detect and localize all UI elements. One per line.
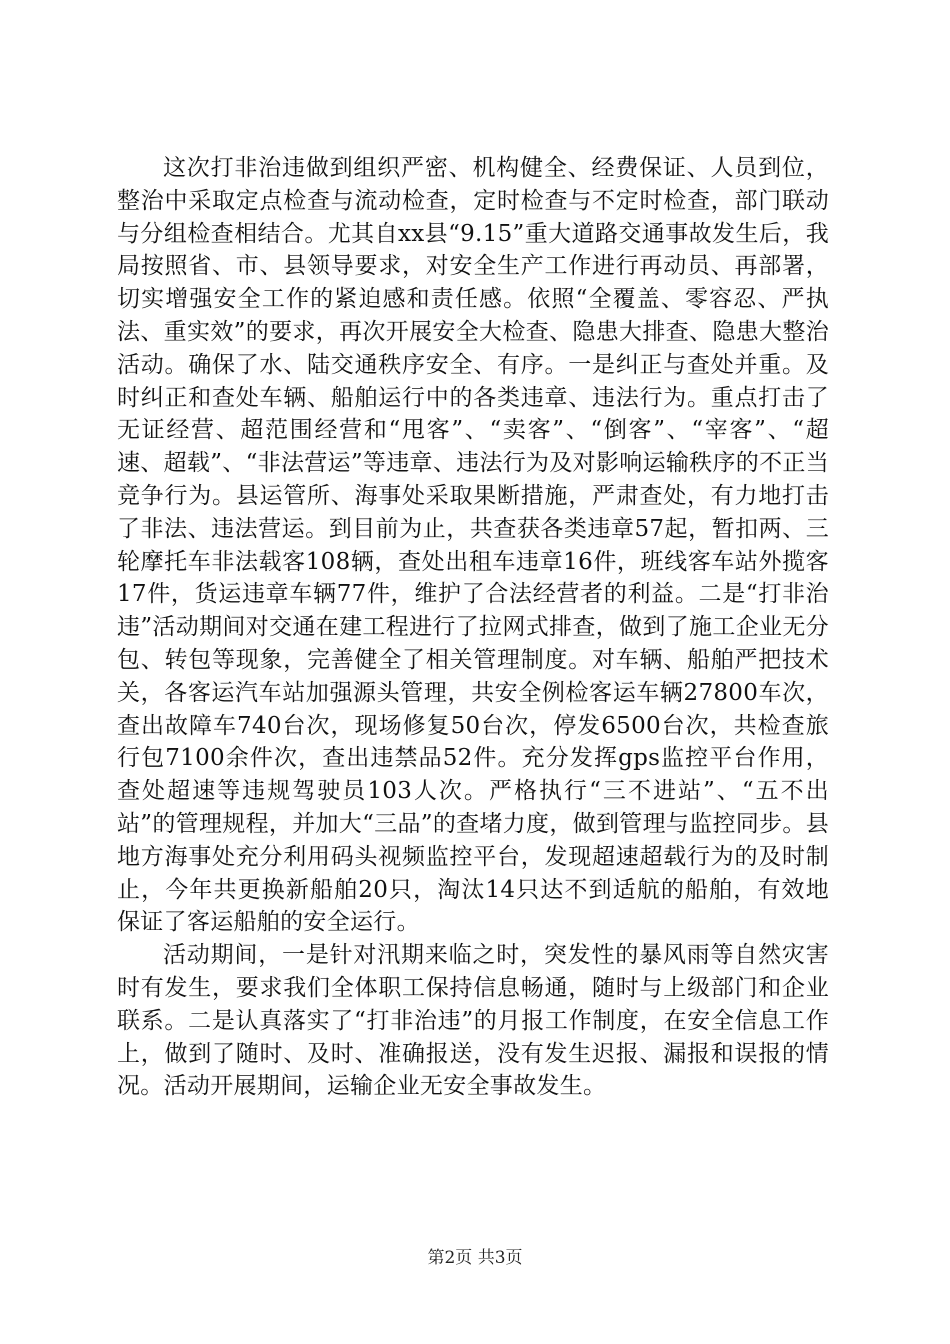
paragraph-2: 活动期间，一是针对汛期来临之时，突发性的暴风雨等自然灾害时有发生，要求我们全体职工保持信息畅通，随时与上级部门和企业联系。二是认真落实了“打非治违”的月报工作制度，在安全信息工作上，做到了随时、及时、准确报送，没有发生迟报、漏报和误报的情况。活动开展期间，运输企业无安全事故发生。 [117,942,829,1100]
document-body [117,152,829,1103]
page-footer: 第2页 共3页 [427,1248,523,1268]
paragraph-1: 这次打非治违做到组织严密、机构健全、经费保证、人员到位，整治中采取定点检查与流动检查，定时检查与不定时检查，部门联动与分组检查相结合。尤其自xx县“9.15”重大道路交通事故发生后，我局按照省、市、县领导要求，对安全生产工作进行再动员、再部署，切实增强安全工作的紧迫感和责任感。依照“全覆盖、零容忍、严执法、重实效”的要求，再次开展安全大检查、隐患大排查、隐患大整治活动。确保了水、陆交通秩序安全、有序。一是纠正与查处并重。及时纠正和查处车辆、船舶运行中的各类违章、违法行为。重点打击了无证经营、超范围经营和“甩客”、“卖客”、“倒客”、“宰客”、“超速、超载”、“非法营运”等违章、违法行为及对影响运输秩序的不正当竞争行为。县运管所、海事处采取果断措施，严肃查处，有力地打击了非法、违法营运。到目前为止，共查获各类违章57起，暂扣两、三轮摩托车非法载客108辆，查处出租车违章16件，班线客车站外揽客17件，货运违章车辆77件，维护了合法经营者的利益。二是“打非治违”活动期间对交通在建工程进行了拉网式排查，做到了施工企业无分包、转包等现象，完善健全了相关管理制度。对车辆、船舶严把技术关，各客运汽车站加强源头管理，共安全例检客运车辆27800车次，查出故障车740台次，现场修复50台次，停发6500台次，共检查旅行包7100余件次，查出违禁品52件。充分发挥gps监控平台作用，查处超速等违规驾驶员103人次。严格执行“三不进站”、“五不出站”的管理规程，并加大“三品”的查堵力度，做到管理与监控同步。县地方海事处充分利用码头视频监控平台，发现超速超载行为的及时制止，今年共更换新船舶20只，淘汰14只达不到适航的船舶，有效地保证了客运船舶的安全运行。 [117,155,829,936]
